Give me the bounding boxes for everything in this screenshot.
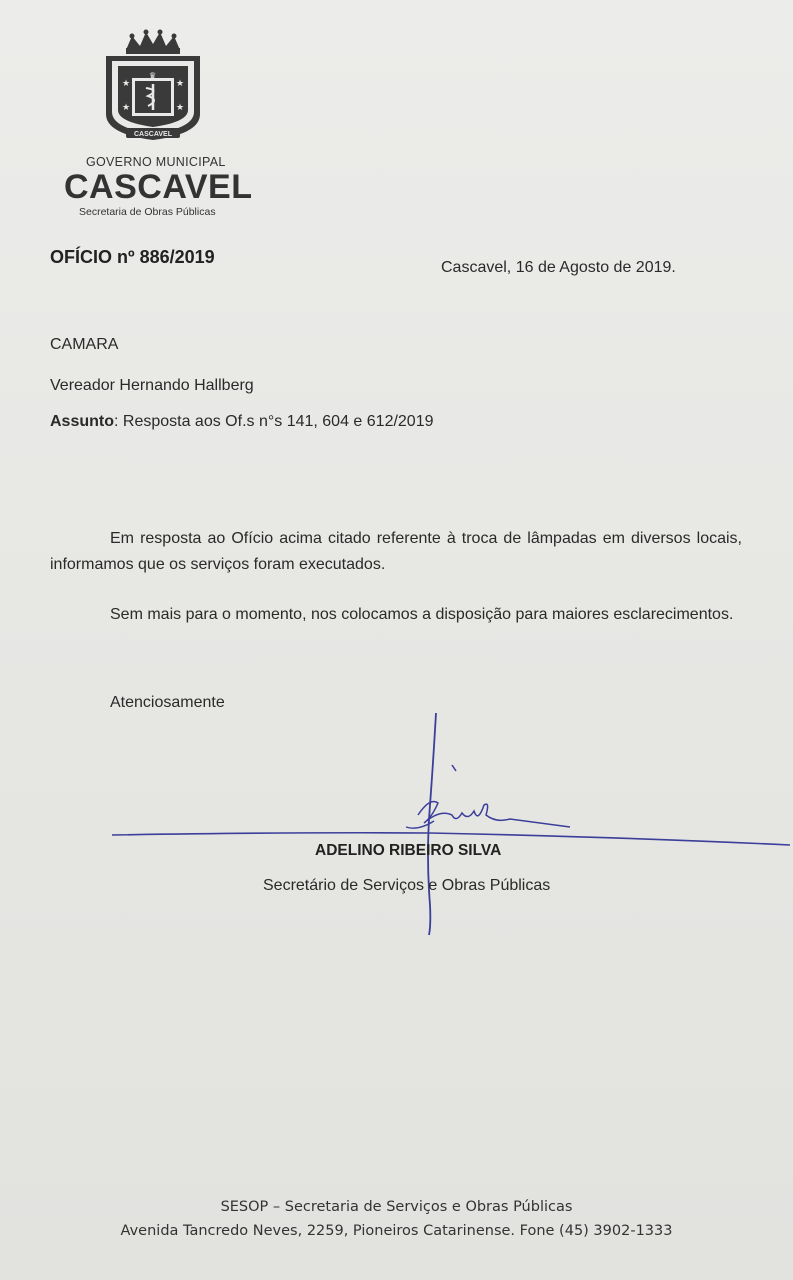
government-label: GOVERNO MUNICIPAL [86,155,226,169]
svg-text:★: ★ [122,79,131,89]
subject-label: Assunto [50,413,114,430]
svg-text:♛: ♛ [149,71,157,80]
oficio-number: OFÍCIO nº 886/2019 [50,247,215,267]
document-date: Cascavel, 16 de Agosto de 2019. [441,259,676,276]
closing: Atenciosamente [110,694,225,711]
body-paragraph-1: Em resposta ao Ofício acima citado referente à troca de lâmpadas em diversos locais, informamos que os serviços foram executados. [50,530,742,573]
recipient: CAMARA [50,336,119,353]
handwritten-signature [100,705,793,945]
svg-text:★: ★ [122,103,131,113]
signer-name: ADELINO RIBEIRO SILVA [315,842,502,859]
city-name: CASCAVEL [64,168,253,206]
cascavel-coat-of-arms-logo [98,28,208,146]
svg-text:★: ★ [176,79,185,89]
subject-line [50,413,434,431]
secretariat-label: Secretaria de Obras Públicas [79,206,216,218]
signer-role: Secretário de Serviços e Obras Públicas [263,877,551,894]
footer-secretariat: SESOP – Secretaria de Serviços e Obras Públicas [220,1199,573,1215]
svg-text:★: ★ [176,103,185,113]
body-paragraph-2: Sem mais para o momento, nos colocamos a disposição para maiores esclarecimentos. [110,606,734,623]
addressee: Vereador Hernando Hallberg [50,377,254,394]
logo-ribbon-text: CASCAVEL [134,131,172,138]
subject-text: : Resposta aos Of.s n°s 141, 604 e 612/2019 [114,413,434,430]
footer-address: Avenida Tancredo Neves, 2259, Pioneiros Catarinense. Fone (45) 3902-1333 [120,1223,673,1239]
